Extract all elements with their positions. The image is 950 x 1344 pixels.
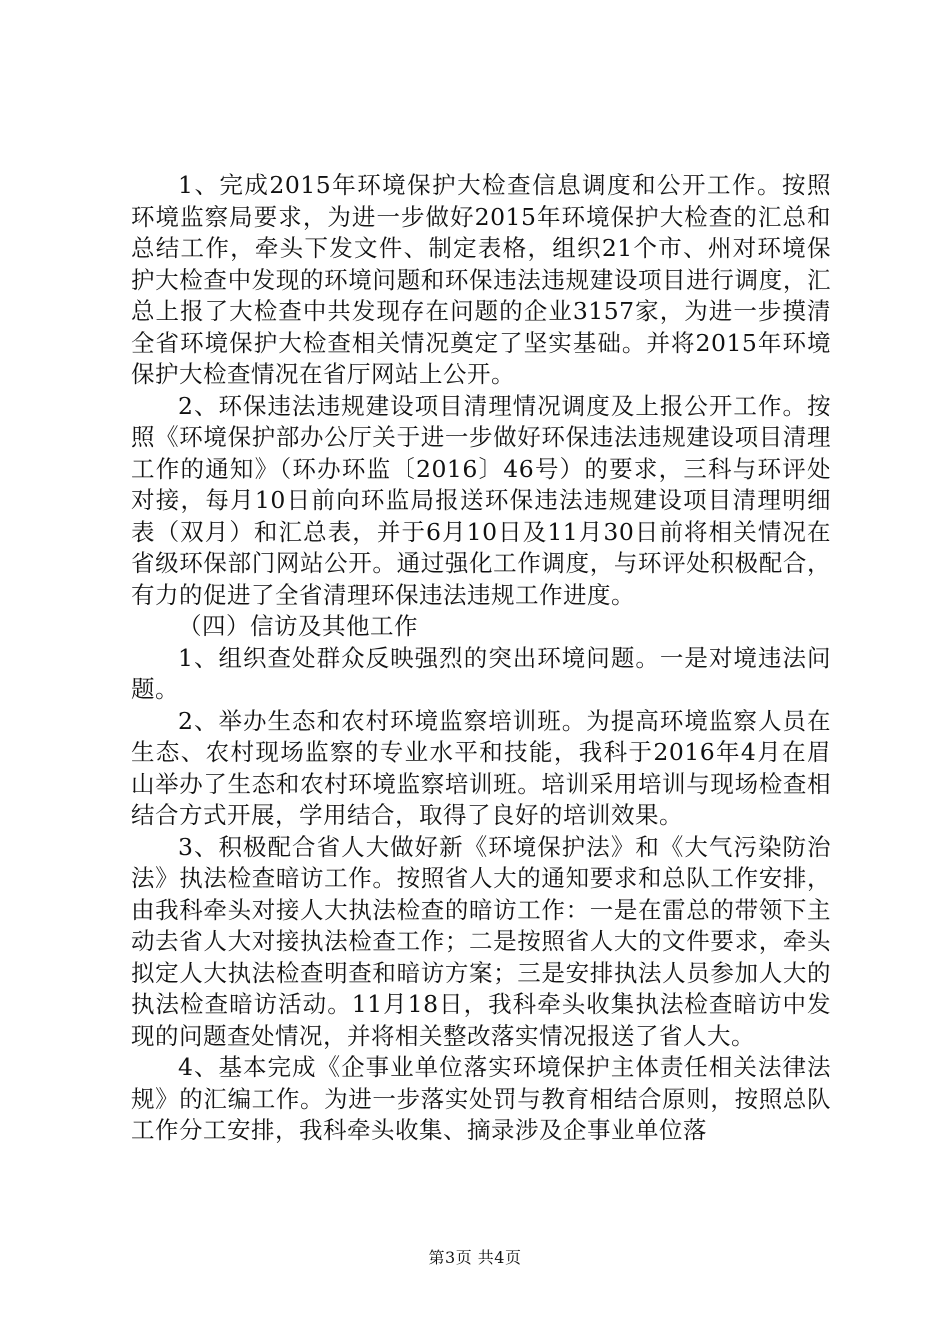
document-body (131, 170, 831, 1147)
page-footer: 第3页 共4页 (428, 1248, 522, 1267)
paragraph-2: 2、环保违法违规建设项目清理情况调度及上报公开工作。按照《环境保护部办公厅关于进一步做好环保违法违规建设项目清理工作的通知》（环办环监〔2016〕46号）的要求，三科与环评处对接，每月10日前向环监局报送环保违法违规建设项目清理明细表（双月）和汇总表，并于6月10日及11月30日前将相关情况在省级环保部门网站公开。通过强化工作调度，与环评处积极配合，有力的促进了全省清理环保违法违规工作进度。 (131, 391, 831, 609)
section-heading: （四）信访及其他工作 (178, 612, 418, 640)
section-paragraph-2: 2、举办生态和农村环境监察培训班。为提高环境监察人员在生态、农村现场监察的专业水平和技能，我科于2016年4月在眉山举办了生态和农村环境监察培训班。培训采用培训与现场检查相结合方式开展，学用结合，取得了良好的培训效果。 (131, 706, 831, 829)
paragraph-1: 1、完成2015年环境保护大检查信息调度和公开工作。按照环境监察局要求，为进一步做好2015年环境保护大检查的汇总和总结工作，牵头下发文件、制定表格，组织21个市、州对环境保护大检查中发现的环境问题和环保违法违规建设项目进行调度，汇总上报了大检查中共发现存在问题的企业3157家，为进一步摸清全省环境保护大检查相关情况奠定了坚实基础。并将2015年环境保护大检查情况在省厅网站上公开。 (131, 171, 831, 388)
section-paragraph-3: 3、积极配合省人大做好新《环境保护法》和《大气污染防治法》执法检查暗访工作。按照省人大的通知要求和总队工作安排，由我科牵头对接人大执法检查的暗访工作：一是在雷总的带领下主动去省人大对接执法检查工作；二是按照省人大的文件要求，牵头拟定人大执法检查明查和暗访方案；三是安排执法人员参加人大的执法检查暗访活动。11月18日，我科牵头收集执法检查暗访中发现的问题查处情况，并将相关整改落实情况报送了省人大。 (131, 832, 831, 1050)
section-paragraph-1: 1、组织查处群众反映强烈的突出环境问题。一是对境违法问题。 (131, 643, 831, 703)
section-paragraph-4: 4、基本完成《企事业单位落实环境保护主体责任相关法律法规》的汇编工作。为进一步落实处罚与教育相结合原则，按照总队工作分工安排，我科牵头收集、摘录涉及企事业单位落 (131, 1053, 831, 1144)
